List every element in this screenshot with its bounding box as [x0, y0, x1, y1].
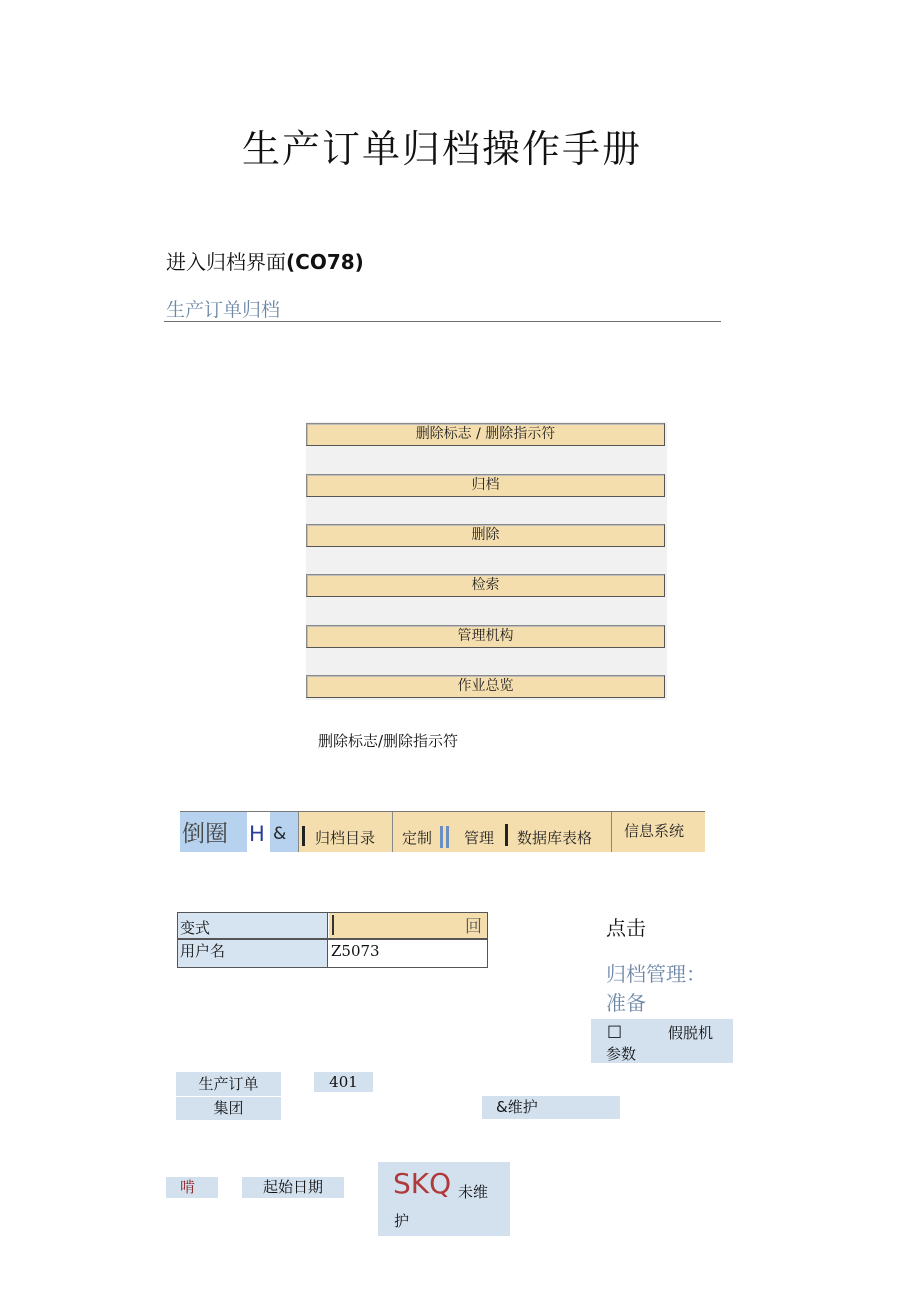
left-label: 啃	[166, 1177, 218, 1198]
separator-bar-icon	[302, 826, 305, 846]
section-heading-text: 进入归档界面	[166, 250, 286, 274]
spool-label: 假脱机	[668, 1024, 714, 1042]
menu-caption: 删除标志/删除指示符	[318, 732, 459, 750]
toolbar-archive-directory[interactable]	[298, 812, 393, 852]
group-label: 集团	[213, 1099, 244, 1117]
skq-label: SKQ	[393, 1167, 452, 1200]
heading-divider	[164, 321, 721, 322]
transaction-code: (CO78)	[286, 250, 364, 274]
sub-heading: 生产订单归档	[166, 299, 281, 321]
archive-management-line-2: 准备	[606, 991, 646, 1015]
variant-lookup-button[interactable]: 回	[465, 917, 482, 937]
spool-parameters-box[interactable]	[591, 1019, 733, 1063]
variant-label: 变式	[178, 913, 328, 938]
toolbar-management[interactable]	[455, 812, 611, 852]
group-value[interactable]: 401	[314, 1072, 373, 1092]
job-overview-button[interactable]: 作业总览	[306, 675, 665, 698]
archive-menu-panel	[306, 422, 667, 700]
user-field[interactable]: Z5073	[329, 940, 487, 967]
toolbar-icon-1-text: 倒圈	[182, 821, 228, 847]
parameters-label: 参数	[606, 1045, 637, 1063]
toolbar-icon-2[interactable]	[248, 812, 270, 852]
production-order-label: 生产订单	[176, 1072, 281, 1097]
production-order-group-box	[176, 1072, 281, 1120]
toolbar-icon-3-text: &	[273, 824, 287, 844]
user-label: 用户名	[178, 940, 328, 967]
toolbar-icon-1[interactable]	[180, 812, 247, 852]
not-maintained-label: 未维	[458, 1183, 489, 1201]
retrieve-button[interactable]: 检索	[306, 574, 665, 597]
separator-bar-icon	[505, 824, 508, 846]
start-date-label: 起始日期	[242, 1177, 344, 1198]
maintain-continuation-label: 护	[394, 1212, 410, 1230]
separator-bar-icon	[446, 826, 449, 848]
archive-toolbar	[180, 811, 705, 852]
toolbar-customize-label: 定制	[402, 829, 433, 847]
toolbar-icon-2-text: H	[249, 822, 265, 846]
toolbar-customize[interactable]	[392, 812, 455, 852]
archive-management-line-1: 归档管理：	[606, 962, 706, 986]
archive-button[interactable]: 归档	[306, 474, 665, 497]
variant-row	[177, 912, 488, 939]
delete-button[interactable]: 删除	[306, 524, 665, 547]
text-cursor-icon	[332, 915, 334, 935]
document-title: 生产订单归档操作手册	[241, 127, 642, 171]
toolbar-icon-3[interactable]	[270, 812, 298, 852]
toolbar-db-tables-label: 数据库表格	[517, 829, 593, 847]
variant-field[interactable]	[329, 913, 487, 938]
toolbar-info-system-label: 信息系统	[624, 822, 685, 840]
toolbar-info-system[interactable]	[611, 812, 705, 852]
checkbox-icon[interactable]: □	[607, 1021, 623, 1040]
skq-not-maintained-box	[378, 1162, 510, 1236]
maintain-button[interactable]: &维护	[482, 1096, 620, 1119]
management-button[interactable]: 管理机构	[306, 625, 665, 648]
archive-management-note	[606, 960, 706, 1018]
toolbar-management-label: 管理	[464, 829, 495, 847]
click-note: 点击	[606, 916, 646, 940]
delete-flag-button[interactable]: 删除标志 / 删除指示符	[306, 423, 665, 446]
section-heading	[166, 246, 364, 275]
separator-bar-icon	[440, 826, 443, 848]
user-row	[177, 939, 488, 968]
toolbar-archive-directory-label: 归档目录	[315, 829, 376, 847]
